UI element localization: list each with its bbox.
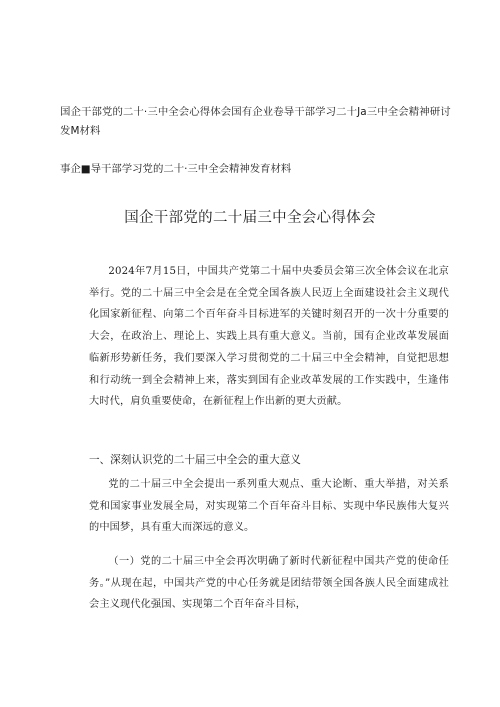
main-title: 国企干部党的二十届三中全会心得体会 (124, 210, 376, 226)
subsection-paragraph: （一）党的二十届三中全会再次明确了新时代新征程中国共产党的使命任务。”从现在起，中国共产党的中心任务就是团结带领全国各族人民全面建成社会主义现代化强国、实现第二个百年奋斗目标， (89, 556, 449, 611)
document-header-title: 国企干部党的二十·三中全会心得体会国有企业卷导干部学习二十Ja三中全会精神研讨发M材料 (60, 106, 451, 137)
section-heading: 一、深刻认识党的二十届三中全会的重大意义 (89, 454, 301, 466)
intro-paragraph: 2024年7月15日，中国共产党第二十届中央委员会第三次全体会议在北京举行。党的二十届三中全会是在全党全国各族人民迈上全面建设社会主义现代化国家新征程、向第二个百年奋斗目标进军的关键时刻召开的一次十分重要的大会，在政治上、理论上、实践上具有重大意义。当前，国有企业改革发展面临新形势新任务，我们要深入学习贯彻党的二十届三中全会精神，自觉把思想和行动统一到全会精神上来，落实到国有企业改革发展的工作实践中，生逢伟大时代，肩负重要使命，在新征程上作出新的更大贡献。 (89, 266, 449, 408)
section-paragraph: 党的二十届三中全会提出一系列重大观点、重大论断、重大举措，对关系党和国家事业发展全局，对实现第二个百年奋斗目标、实现中华民族伟大复兴的中国梦，具有重大而深远的意义。 (89, 479, 449, 534)
document-header-subline: 事企■导干部学习党的二十·三中全会精神发育材料 (60, 163, 292, 175)
